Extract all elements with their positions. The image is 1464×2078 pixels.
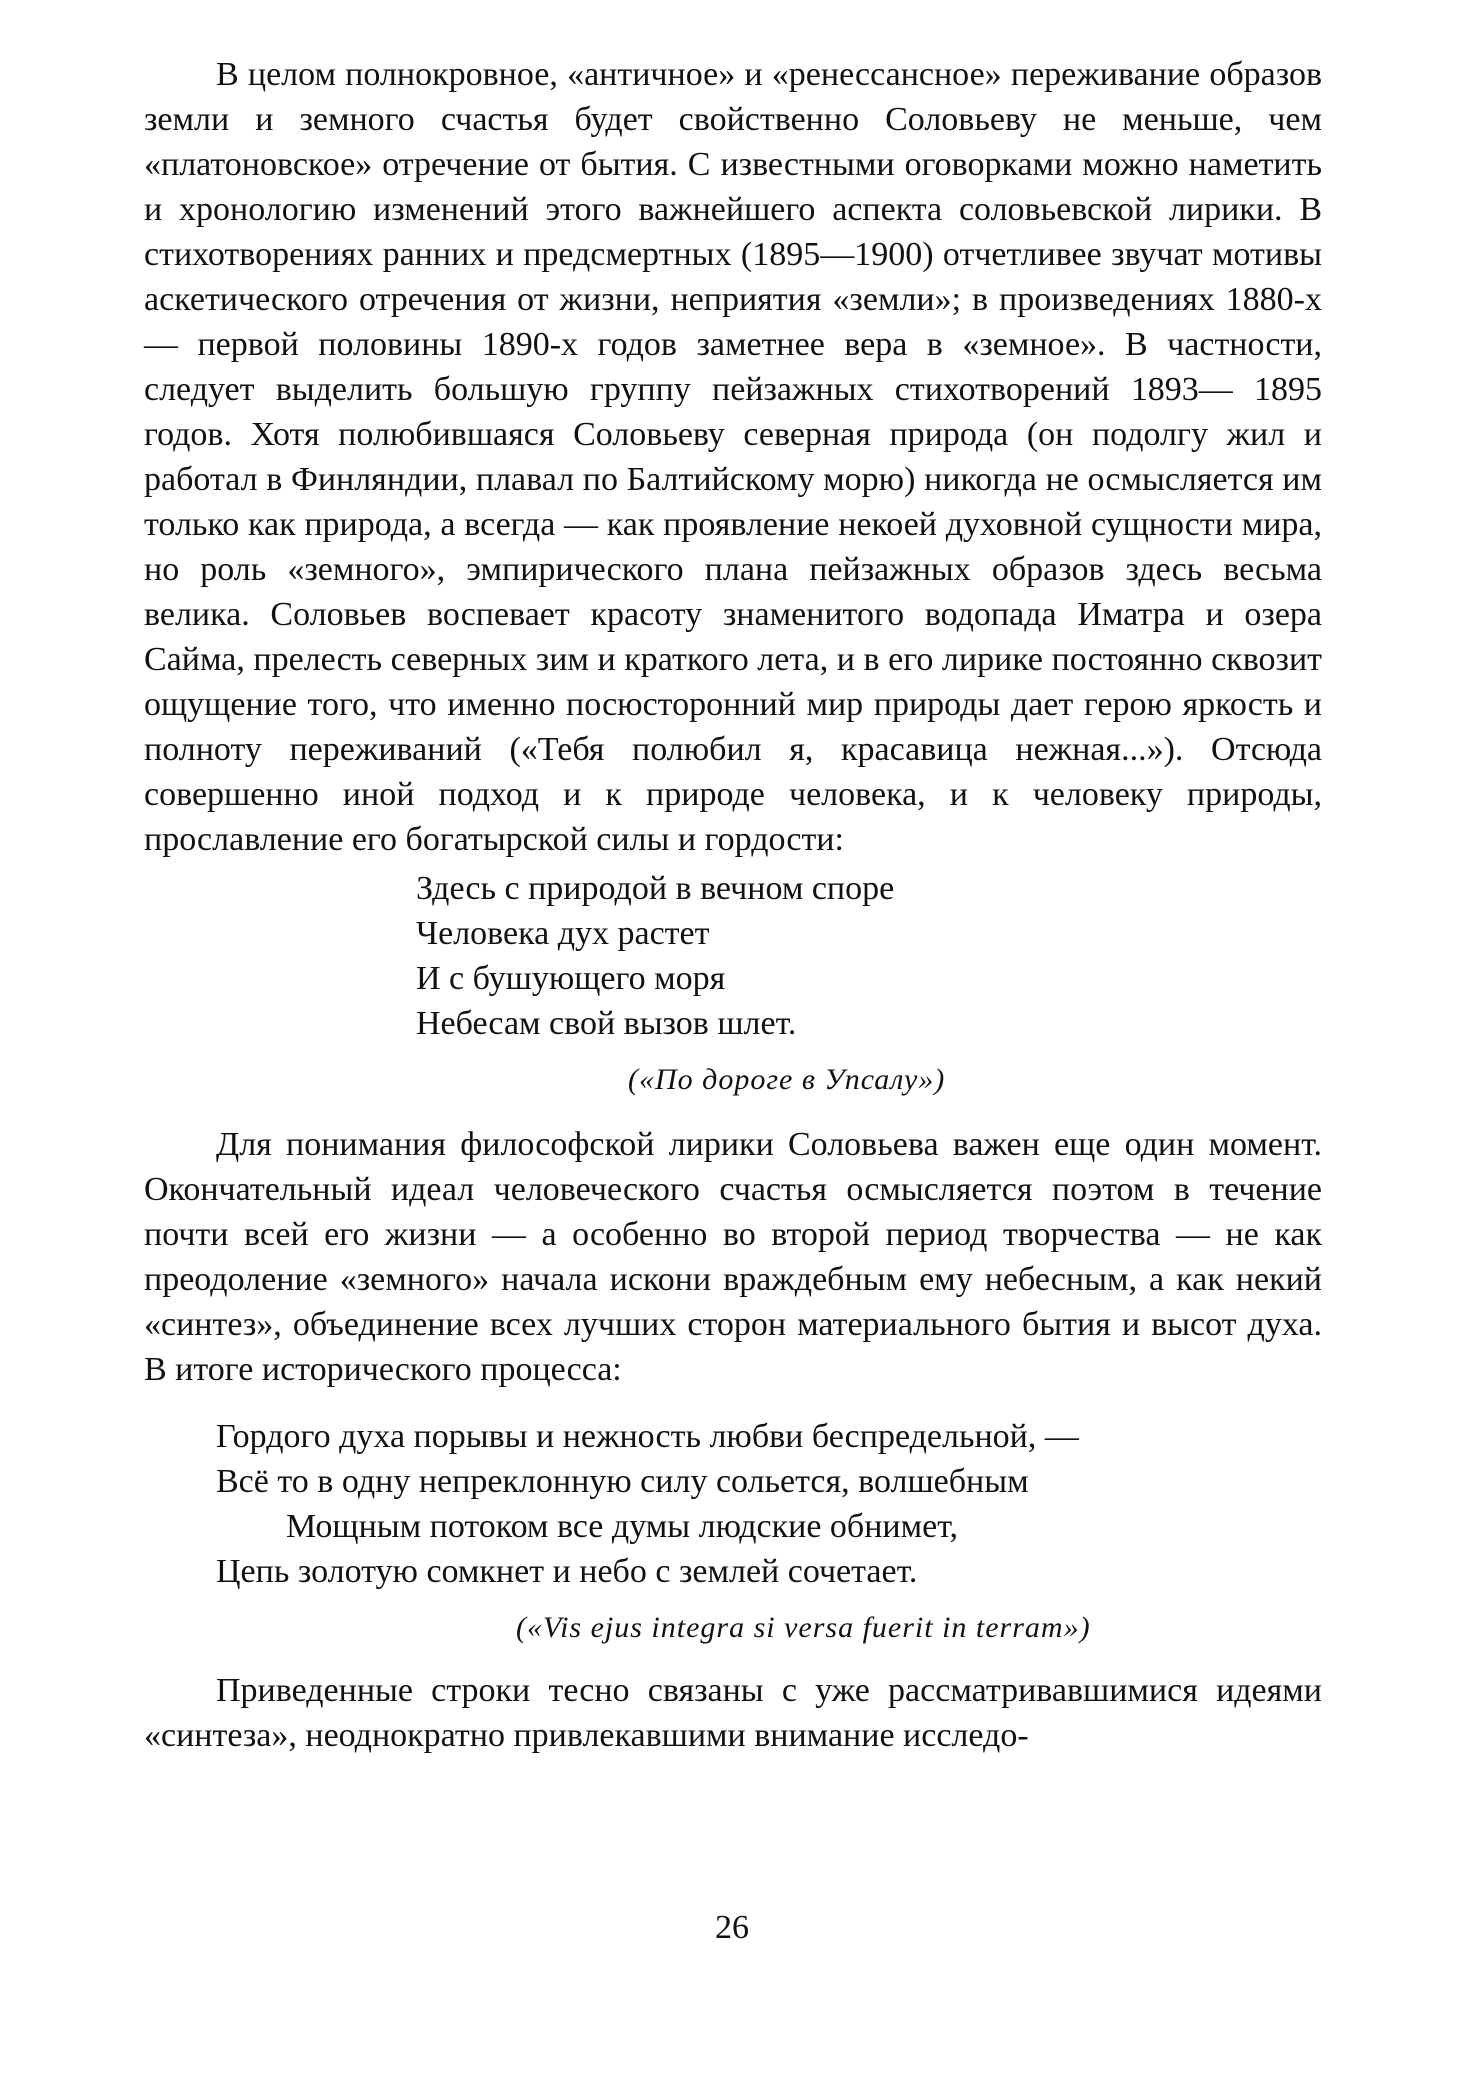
paragraph-1: В целом полнокровное, «античное» и «ренессансное» переживание образов земли и земного счастья будет свойственно Соловьеву не меньше, чем «платоновское» отречение от бытия. С известными оговорками можно наметить и хронологию изменений этого важнейшего аспекта соловьевской лирики. В стихотворениях ранних и предсмертных (1895—1900) отчетливее звучат мотивы аскетического отречения от жизни, неприятия «земли»; в произведениях 1880-х — первой половины 1890-х годов заметнее вера в «земное». В частности, следует выделить большую группу пейзажных стихотворений 1893— 1895 годов. Хотя полюбившаяся Соловьеву северная природа (он подолгу жил и работал в Финляндии, плавал по Балтийскому морю) никогда не осмысляется им только как природа, а всегда — как проявление некоей духовной сущности мира, но роль «земного», эмпирического плана пейзажных образов здесь весьма велика. Соловьев воспевает красоту знаменитого водопада Иматра и озера Сайма, прелесть северных зим и краткого лета, и в его лирике постоянно сквозит ощущение того, что именно посюсторонний мир природы дает герою яркость и полноту переживаний («Тебя полюбил я, красавица нежная...»). Отсюда совершенно иной подход и к природе человека, и к человеку природы, прославление его богатырской силы и гордости: [144, 56, 1322, 858]
poem-2-source: («Vis ejus integra si versa fuerit in terram») [516, 1611, 1091, 1644]
poem-2-line-3: Мощным потоком все думы людские обнимет, [286, 1508, 959, 1545]
paragraph-2: Для понимания философской лирики Соловьева важен еще один момент. Окончательный идеал человеческого счастья осмысляется поэтом в течение почти всей его жизни — а особенно во второй период творчества — не как преодоление «земного» начала искони враждебным ему небесным, а как некий «синтез», объединение всех лучших сторон материального бытия и высот духа. В итоге исторического процесса: [144, 1126, 1322, 1388]
poem-1-line-1: Здесь с природой в вечном споре [416, 870, 895, 907]
page-content [144, 52, 1322, 1758]
paragraph-3: Приведенные строки тесно связаны с уже рассматривавшимися идеями «синтеза», неоднократно привлекавшими внимание исследо- [144, 1672, 1322, 1754]
poem-1-line-2: Человека дух растет [416, 915, 710, 952]
page-number: 26 [715, 1909, 749, 1946]
poem-2-line-2: Всё то в одну непреклонную силу сольется, волшебным [216, 1463, 1029, 1500]
poem-1 [416, 866, 1322, 1046]
poem-2-line-4: Цепь золотую сомкнет и небо с землей сочетает. [216, 1553, 918, 1590]
poem-2 [216, 1414, 1322, 1594]
poem-2-line-1: Гордого духа порывы и нежность любви беспредельной, — [216, 1418, 1079, 1455]
poem-1-line-4: Небесам свой вызов шлет. [416, 1005, 797, 1042]
poem-1-line-3: И с бушующего моря [416, 960, 726, 997]
poem-1-source: («По дороге в Упсалу») [628, 1063, 946, 1096]
